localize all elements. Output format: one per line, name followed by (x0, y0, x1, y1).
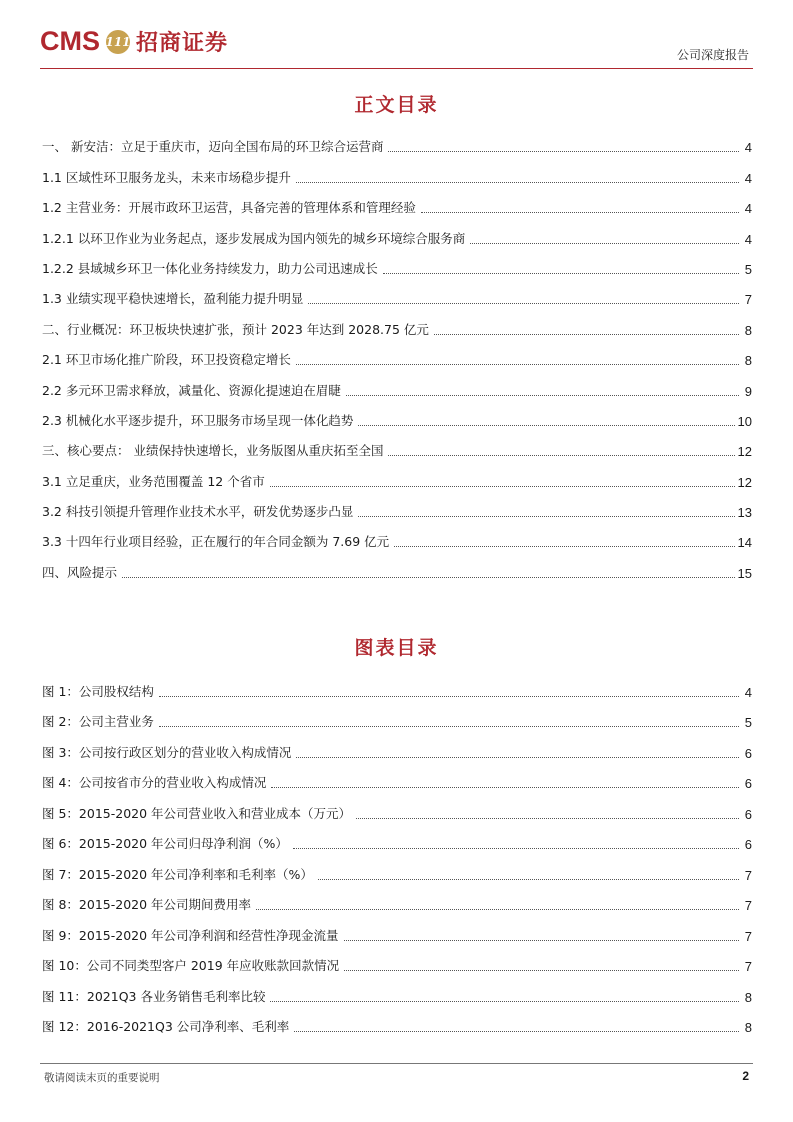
figure-entry[interactable] (42, 730, 752, 761)
toc-entry-text: 3.3 十四年行业项目经验，正在履行的年合同金额为 7.69 亿元 (42, 534, 390, 550)
toc-entry-text: 二、行业概况：环卫板块快速扩张，预计 2023 年达到 2028.75 亿元 (42, 321, 429, 337)
dot-leader (470, 243, 739, 244)
logo-latin-text: CMS (40, 26, 100, 56)
company-logo (40, 26, 228, 57)
figure-entry-page: 7 (744, 959, 752, 974)
footer-notice: 敬请阅读末页的重要说明 (44, 1072, 160, 1084)
toc-entry-text: 3.2 科技引领提升管理作业技术水平，研发优势逐步凸显 (42, 504, 354, 520)
figure-entry[interactable] (42, 944, 752, 975)
toc-entry-page: 4 (744, 231, 752, 247)
dot-leader (159, 726, 739, 727)
toc-entry-page: 5 (744, 261, 752, 277)
dot-leader (358, 516, 734, 517)
figure-entry-page: 8 (744, 1020, 752, 1035)
dot-leader (122, 577, 735, 578)
toc-entry-text: 1.3 业绩实现平稳快速增长，盈利能力提升明显 (42, 291, 304, 307)
dot-leader (434, 334, 739, 335)
logo-emblem-icon: 111 (106, 30, 130, 54)
figure-entry-page: 8 (744, 989, 752, 1005)
figure-entry-text: 图 4：公司按省市分的营业收入构成情况 (42, 775, 267, 790)
toc-entry-text: 1.2 主营业务：开展市政环卫运营，具备完善的管理体系和管理经验 (42, 200, 416, 216)
dot-leader (383, 273, 739, 274)
dot-leader (344, 940, 739, 941)
toc-entry[interactable] (42, 125, 752, 155)
figure-entry[interactable] (42, 852, 752, 883)
dot-leader (318, 879, 739, 880)
figure-entry[interactable] (42, 761, 752, 792)
figure-entry-page: 4 (744, 684, 752, 700)
figure-entry-text: 图 6：2015-2020 年公司归母净利润（%） (42, 836, 288, 851)
logo-chinese-text: 招商证券 (136, 30, 229, 56)
toc-entry-page: 4 (744, 201, 752, 217)
dot-leader (296, 182, 739, 183)
figures-title: 图表目录 (354, 637, 439, 659)
dot-leader (346, 395, 739, 396)
toc-entry-page: 15 (737, 565, 752, 581)
footer-divider (40, 1063, 753, 1064)
toc-entry-page: 12 (737, 444, 752, 460)
toc-entry[interactable] (42, 459, 752, 489)
toc-entry-page: 4 (744, 140, 752, 156)
figure-entry[interactable] (42, 1005, 752, 1036)
toc-entry-page: 8 (744, 353, 752, 369)
toc-entry[interactable] (42, 429, 752, 459)
figure-entry-page: 6 (744, 837, 752, 852)
figure-entry[interactable] (42, 913, 752, 944)
dot-leader (271, 787, 739, 788)
report-type-label: 公司深度报告 (676, 48, 749, 62)
figure-entry[interactable] (42, 974, 752, 1005)
dot-leader (294, 1031, 739, 1032)
dot-leader (270, 486, 735, 487)
toc-entry-text: 1.2.1 以环卫作业为业务起点，逐步发展成为国内领先的城乡环境综合服务商 (42, 230, 466, 246)
toc-entry[interactable] (42, 550, 752, 580)
figure-entry-text: 图 2：公司主营业务 (42, 714, 154, 729)
dot-leader (344, 970, 739, 971)
figure-entry[interactable] (42, 791, 752, 822)
figure-entry[interactable] (42, 822, 752, 853)
toc-entry-page: 13 (737, 505, 752, 521)
figure-entry-text: 图 7：2015-2020 年公司净利率和毛利率（%） (42, 866, 313, 882)
toc-entry-text: 三、核心要点： 业绩保持快速增长，业务版图从重庆拓至全国 (42, 443, 384, 459)
figure-entry-text: 图 10：公司不同类型客户 2019 年应收账款回款情况 (42, 958, 340, 973)
dot-leader (308, 303, 739, 304)
dot-leader (388, 455, 734, 456)
toc-entry-text: 2.1 环卫市场化推广阶段，环卫投资稳定增长 (42, 352, 291, 368)
toc-entry[interactable] (42, 338, 752, 368)
dot-leader (394, 546, 734, 547)
figure-entry-text: 图 5：2015-2020 年公司营业收入和营业成本（万元） (42, 805, 352, 821)
toc-entry-text: 一、 新安洁：立足于重庆市，迈向全国布局的环卫综合运营商 (42, 139, 384, 155)
toc-entry-text: 3.1 立足重庆，业务范围覆盖 12 个省市 (42, 473, 265, 489)
toc-entry-page: 7 (744, 292, 752, 308)
page-header (0, 0, 793, 74)
figure-entry-page: 6 (744, 745, 752, 761)
toc-entry-text: 1.2.2 县域城乡环卫一体化业务持续发力，助力公司迅速成长 (42, 260, 378, 276)
figure-entry-page: 5 (744, 715, 752, 730)
toc-entry[interactable] (42, 277, 752, 307)
figure-entry-page: 7 (744, 867, 752, 883)
dot-leader (388, 151, 739, 152)
figure-entry[interactable] (42, 883, 752, 914)
toc-entry-page: 10 (737, 413, 752, 429)
figure-entry-page: 7 (744, 898, 752, 913)
toc-entry-page: 9 (744, 383, 752, 399)
header-divider (40, 68, 753, 69)
dot-leader (421, 212, 739, 213)
toc-entry[interactable] (42, 490, 752, 520)
toc-entry-page: 8 (744, 322, 752, 338)
toc-entry[interactable] (42, 520, 752, 550)
figure-entry-text: 图 11：2021Q3 各业务销售毛利率比较 (42, 988, 266, 1004)
toc-entry-text: 四、风险提示 (42, 564, 118, 580)
toc-entry[interactable] (42, 247, 752, 277)
toc-entry[interactable] (42, 399, 752, 429)
toc-entry-text: 2.3 机械化水平逐步提升，环卫服务市场呈现一体化趋势 (42, 412, 354, 428)
toc-entry-text: 1.1 区域性环卫服务龙头，未来市场稳步提升 (42, 169, 291, 185)
figure-entry-text: 图 8：2015-2020 年公司期间费用率 (42, 897, 252, 912)
page-number: 2 (742, 1069, 749, 1083)
figure-entry-page: 6 (744, 776, 752, 791)
dot-leader (358, 425, 734, 426)
dot-leader (256, 909, 739, 910)
dot-leader (159, 696, 739, 697)
figure-entry[interactable] (42, 700, 752, 731)
figure-entry-text: 图 1：公司股权结构 (42, 683, 154, 699)
toc-entry[interactable] (42, 368, 752, 398)
dot-leader (356, 818, 739, 819)
figure-entry-text: 图 3：公司按行政区划分的营业收入构成情况 (42, 744, 292, 760)
dot-leader (270, 1001, 739, 1002)
toc-list (42, 125, 752, 581)
toc-entry[interactable] (42, 216, 752, 246)
toc-entry-page: 4 (744, 170, 752, 186)
figure-entry[interactable] (42, 669, 752, 700)
figures-list (42, 669, 752, 1035)
toc-entry[interactable] (42, 186, 752, 216)
dot-leader (296, 364, 739, 365)
figure-entry-text: 图 9：2015-2020 年公司净利润和经营性净现金流量 (42, 927, 339, 943)
toc-title: 正文目录 (354, 94, 439, 116)
figure-entry-page: 6 (744, 806, 752, 822)
dot-leader (296, 757, 739, 758)
figure-entry-page: 7 (744, 928, 752, 944)
toc-entry-page: 14 (737, 535, 752, 551)
figure-entry-text: 图 12：2016-2021Q3 公司净利率、毛利率 (42, 1019, 290, 1034)
dot-leader (293, 848, 739, 849)
toc-entry[interactable] (42, 155, 752, 185)
toc-entry-text: 2.2 多元环卫需求释放，减量化、资源化提速迫在眉睫 (42, 382, 341, 398)
toc-entry-page: 12 (737, 474, 752, 490)
toc-entry[interactable] (42, 307, 752, 337)
